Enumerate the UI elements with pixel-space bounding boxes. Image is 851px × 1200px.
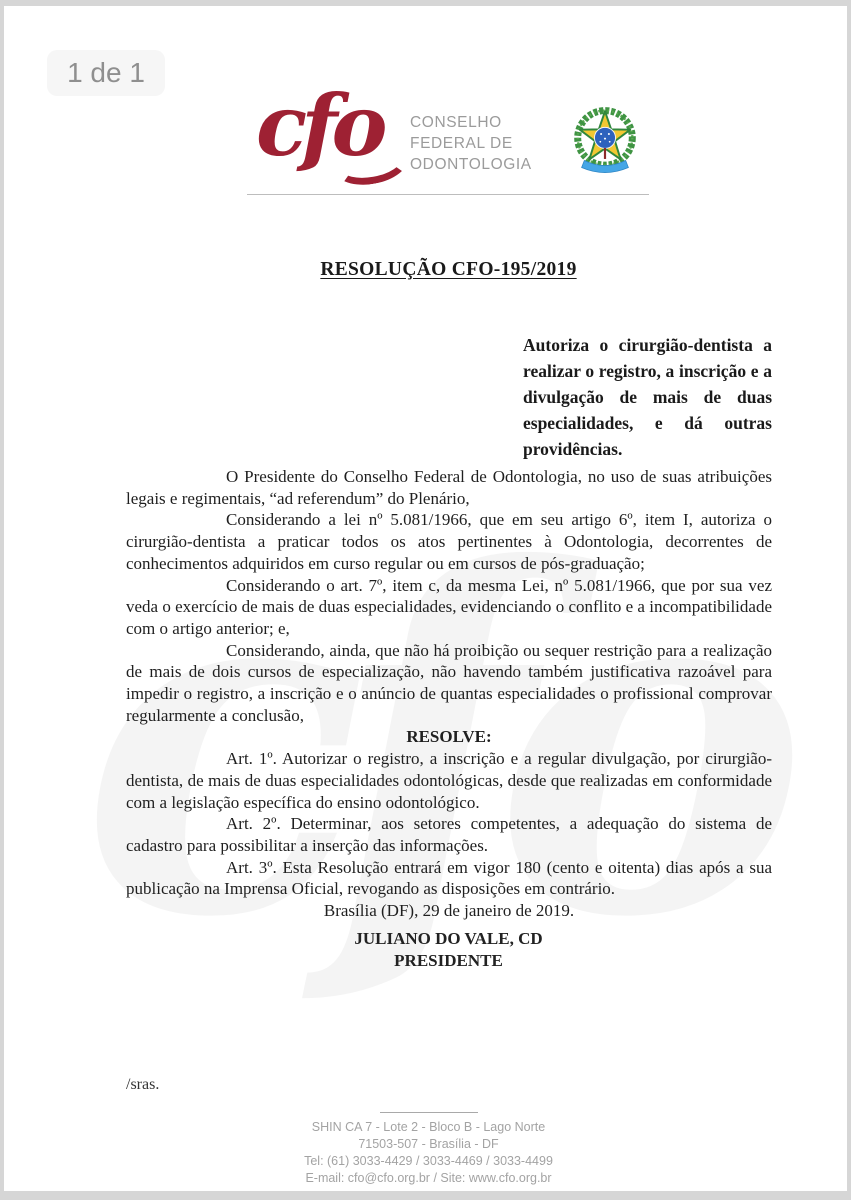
article-paragraph: Art. 3º. Esta Resolução entrará em vigor 180 (cento e oitenta) dias após a sua publicação na Imprensa Oficial, revogando as disposições em contrário. <box>126 857 772 899</box>
summary-clause: Autoriza o cirurgião-dentista a realizar o registro, a inscrição e a divulgação de mais de duas especialidades, e dá outras providências. <box>523 335 772 459</box>
document-footer <box>4 1112 847 1187</box>
typist-initials: /sras. <box>126 1076 160 1093</box>
article-paragraph: Art. 1º. Autorizar o registro, a inscrição e a regular divulgação, por cirurgião-dentista, de mais de duas especialidades odontológicas, desde que realizadas em conformidade com a legislação específica do ensino odontológico. <box>126 749 772 812</box>
org-name-line: ODONTOLOGIA <box>410 156 532 173</box>
document-page <box>4 6 847 1191</box>
date-line: Brasília (DF), 29 de janeiro de 2019. <box>323 901 575 921</box>
article-paragraph: Art. 2º. Determinar, aos setores competentes, a adequação do sistema de cadastro para possibilitar a inserção das informações. <box>126 814 772 855</box>
footer-city: 71503-507 - Brasília - DF <box>358 1137 499 1151</box>
body-paragraph: Considerando a lei nº 5.081/1966, que em seu artigo 6º, item I, autoriza o cirurgião-dentista a praticar todos os atos pertinentes à Odontologia, decorrentes de conhecimentos adquiridos em curso regular ou em cursos de pós-graduação; <box>126 510 772 573</box>
body-paragraph: O Presidente do Conselho Federal de Odontologia, no uso de suas atribuições legais e regimentais, “ad referendum” do Plenário, <box>126 467 772 508</box>
signature-name: JULIANO DO VALE, CD <box>354 929 543 948</box>
org-name-line: CONSELHO <box>410 114 502 131</box>
footer-divider <box>380 1112 478 1113</box>
footer-phone: Tel: (61) 3033-4429 / 3033-4469 / 3033-4499 <box>304 1154 553 1168</box>
signature-block <box>126 928 771 972</box>
body-paragraph: Considerando o art. 7º, item c, da mesma Lei, nº 5.081/1966, que por sua vez veda o exercício de mais de duas especialidades, evidenciando o conflito e a incompatibilidade com o artigo anterior; e, <box>126 575 772 638</box>
cfo-logo: cfo <box>256 76 382 175</box>
signature-title: PRESIDENTE <box>394 951 503 970</box>
body-paragraph: Considerando, ainda, que não há proibição ou sequer restrição para a realização de mais de dois cursos de especialização, não havendo também justificativa razoável para impedir o registro, a inscrição e o anúncio de quantas especialidades o profissional comprovar regularmente a conclusão, <box>126 640 772 725</box>
document-title: RESOLUÇÃO CFO-195/2019 <box>320 259 577 280</box>
header-divider <box>247 194 649 195</box>
organization-name <box>410 112 532 175</box>
footer-address: SHIN CA 7 - Lote 2 - Bloco B - Lago Norte <box>311 1120 546 1134</box>
page-indicator: 1 de 1 <box>47 50 165 96</box>
org-name-line: FEDERAL DE <box>410 135 513 152</box>
document-body <box>126 466 772 922</box>
footer-contact: E-mail: cfo@cfo.org.br / Site: www.cfo.org.br <box>305 1171 552 1185</box>
brazil-coat-of-arms-icon <box>566 102 644 180</box>
resolve-heading: RESOLVE: <box>406 727 492 747</box>
